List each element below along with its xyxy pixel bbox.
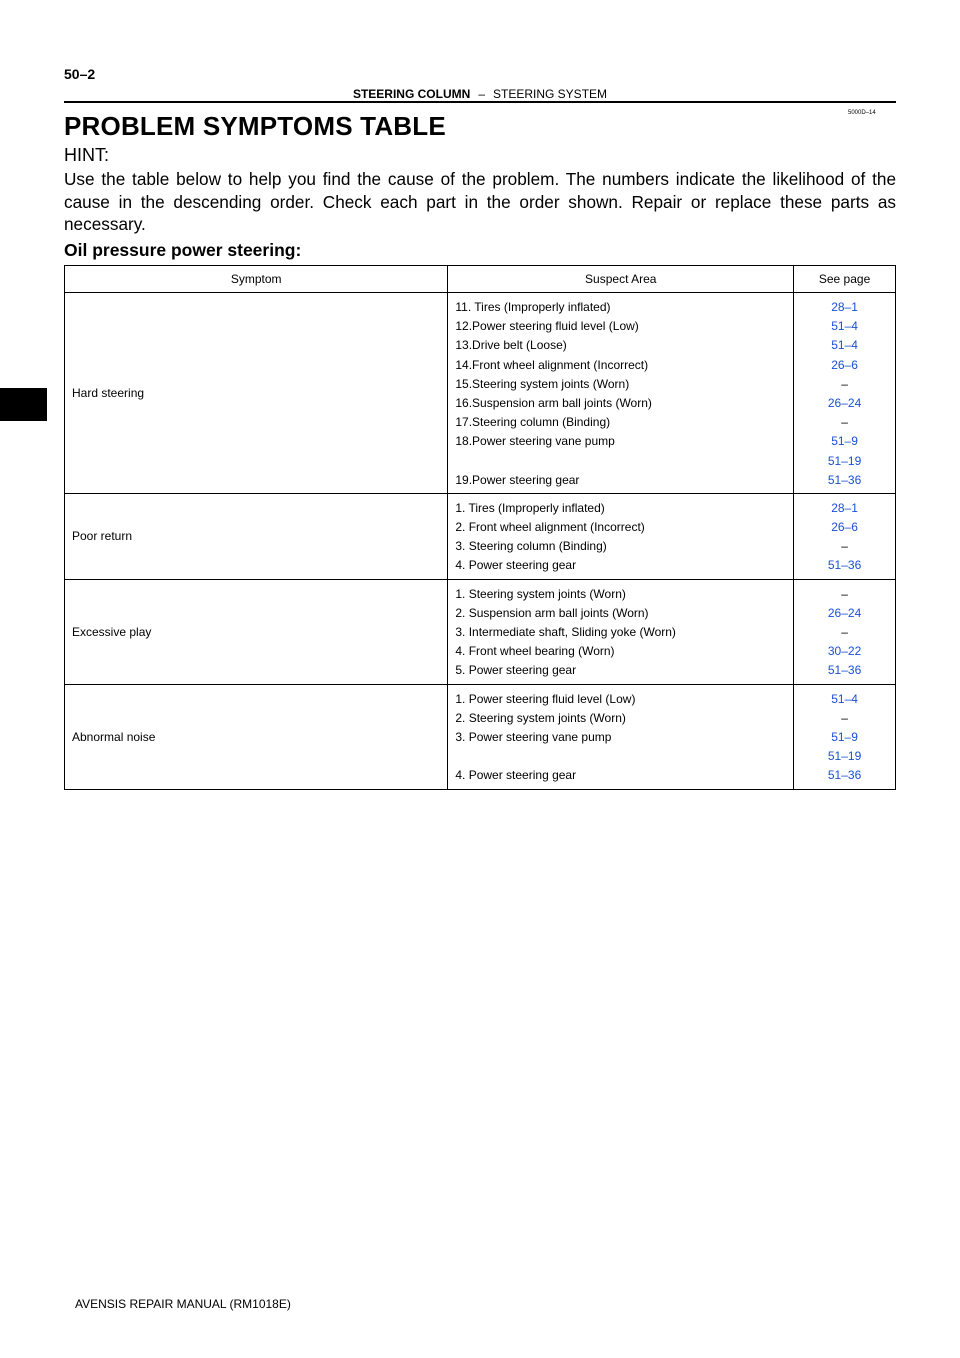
suspect-area-item: 4. Power steering gear bbox=[455, 558, 577, 573]
page-reference-none: – bbox=[841, 376, 848, 391]
suspect-area-item: 11. Tires (Improperly inflated) bbox=[455, 300, 611, 314]
see-page-cell bbox=[794, 579, 896, 684]
suspect-area-item: 4. Front wheel bearing (Worn) bbox=[455, 644, 615, 659]
page-reference-none: – bbox=[841, 586, 848, 601]
page-reference-link[interactable]: 30–22 bbox=[827, 644, 862, 659]
suspect-area-item: 1. Power steering fluid level (Low) bbox=[455, 691, 636, 706]
page-title: PROBLEM SYMPTOMS TABLE bbox=[64, 111, 446, 141]
symptom-cell: Hard steering bbox=[65, 293, 448, 494]
column-header-see-page: See page bbox=[794, 266, 896, 293]
page-reference-none: – bbox=[841, 710, 848, 725]
suspect-area-cell bbox=[448, 293, 794, 494]
page-reference-link[interactable]: 51–9 bbox=[831, 729, 858, 744]
page-reference-link[interactable]: 26–6 bbox=[831, 520, 858, 535]
header-separator: – bbox=[478, 87, 485, 101]
section-tab-marker bbox=[0, 388, 47, 421]
hint-paragraph: Use the table below to help you find the cause of the problem. The numbers indicate the likelihood of the cause in the descending order. Check each part in the order shown. Repair or replace these parts as necessary. bbox=[64, 169, 896, 234]
table-body bbox=[65, 293, 896, 790]
page-reference-none: – bbox=[841, 539, 848, 554]
column-header-symptom: Symptom bbox=[65, 266, 448, 293]
table-header-row bbox=[65, 266, 896, 293]
suspect-area-item: 2. Steering system joints (Worn) bbox=[455, 710, 626, 725]
see-page-cell bbox=[794, 684, 896, 789]
suspect-area-item: 16.Suspension arm ball joints (Worn) bbox=[455, 395, 652, 410]
suspect-area-item: 17.Steering column (Binding) bbox=[455, 415, 611, 430]
page-reference-link[interactable]: 28–1 bbox=[831, 300, 858, 314]
page-reference-link[interactable]: 51–4 bbox=[831, 338, 858, 353]
column-header-suspect-area: Suspect Area bbox=[448, 266, 794, 293]
page-reference-link[interactable]: 51–36 bbox=[827, 558, 862, 573]
suspect-area-item: 13.Drive belt (Loose) bbox=[455, 338, 567, 353]
page-reference-link[interactable]: 51–9 bbox=[831, 434, 858, 449]
page-reference-link[interactable]: 51–36 bbox=[827, 768, 862, 783]
suspect-area-item: 4. Power steering gear bbox=[455, 768, 577, 783]
suspect-area-item: 3. Power steering vane pump bbox=[455, 729, 612, 744]
page-reference-none: – bbox=[841, 625, 848, 639]
page-reference-link[interactable]: 51–4 bbox=[831, 691, 858, 706]
table-row bbox=[65, 493, 896, 579]
page-reference-link[interactable]: 26–24 bbox=[827, 605, 862, 620]
suspect-area-cell bbox=[448, 684, 794, 789]
suspect-area-item bbox=[448, 747, 793, 766]
suspect-area-cell bbox=[448, 579, 794, 684]
suspect-area-item: 3. Steering column (Binding) bbox=[455, 539, 607, 554]
header-section: STEERING COLUMN bbox=[352, 87, 471, 101]
see-page-cell bbox=[794, 493, 896, 579]
page-reference-link[interactable]: 28–1 bbox=[831, 500, 858, 515]
suspect-area-item: 15.Steering system joints (Worn) bbox=[455, 376, 630, 391]
symptom-cell: Excessive play bbox=[65, 579, 448, 684]
hint-label: HINT: bbox=[64, 145, 109, 165]
suspect-area-item: 2. Front wheel alignment (Incorrect) bbox=[455, 520, 645, 535]
footer-manual-id: AVENSIS REPAIR MANUAL (RM1018E) bbox=[75, 1297, 291, 1311]
symptom-cell: Poor return bbox=[65, 493, 448, 579]
page-reference-link[interactable]: 51–19 bbox=[827, 453, 862, 468]
table-row bbox=[65, 293, 896, 494]
suspect-area-cell bbox=[448, 493, 794, 579]
symptom-cell: Abnormal noise bbox=[65, 684, 448, 789]
suspect-area-item: 19.Power steering gear bbox=[455, 472, 580, 487]
table-row bbox=[65, 684, 896, 789]
page-reference-link[interactable]: 51–36 bbox=[827, 663, 862, 678]
see-page-cell bbox=[794, 293, 896, 494]
reference-code: 5000D–14 bbox=[848, 110, 876, 116]
header-rule bbox=[64, 101, 896, 103]
page-reference-link[interactable]: 51–36 bbox=[827, 472, 862, 487]
suspect-area-item: 12.Power steering fluid level (Low) bbox=[455, 319, 639, 334]
suspect-area-item: 14.Front wheel alignment (Incorrect) bbox=[455, 357, 649, 372]
suspect-area-item: 2. Suspension arm ball joints (Worn) bbox=[455, 605, 649, 620]
page-reference-link[interactable]: 51–19 bbox=[827, 749, 862, 764]
suspect-area-item: 3. Intermediate shaft, Sliding yoke (Worn) bbox=[455, 625, 676, 639]
page-reference-none: – bbox=[841, 415, 848, 430]
page-reference-link[interactable]: 26–24 bbox=[827, 395, 862, 410]
running-header bbox=[0, 87, 960, 101]
problem-symptoms-table bbox=[64, 265, 896, 790]
suspect-area-item: 1. Tires (Improperly inflated) bbox=[455, 500, 605, 515]
table-row bbox=[65, 579, 896, 684]
suspect-area-item: 5. Power steering gear bbox=[455, 663, 577, 678]
header-subsection: STEERING SYSTEM bbox=[493, 87, 608, 101]
suspect-area-item bbox=[448, 452, 793, 471]
page-reference-link[interactable]: 51–4 bbox=[831, 319, 858, 334]
page-number: 50–2 bbox=[64, 66, 96, 82]
suspect-area-item: 18.Power steering vane pump bbox=[455, 434, 615, 449]
page-reference-link[interactable]: 26–6 bbox=[831, 357, 858, 372]
suspect-area-item: 1. Steering system joints (Worn) bbox=[455, 586, 626, 601]
table-subheading: Oil pressure power steering: bbox=[64, 240, 302, 260]
